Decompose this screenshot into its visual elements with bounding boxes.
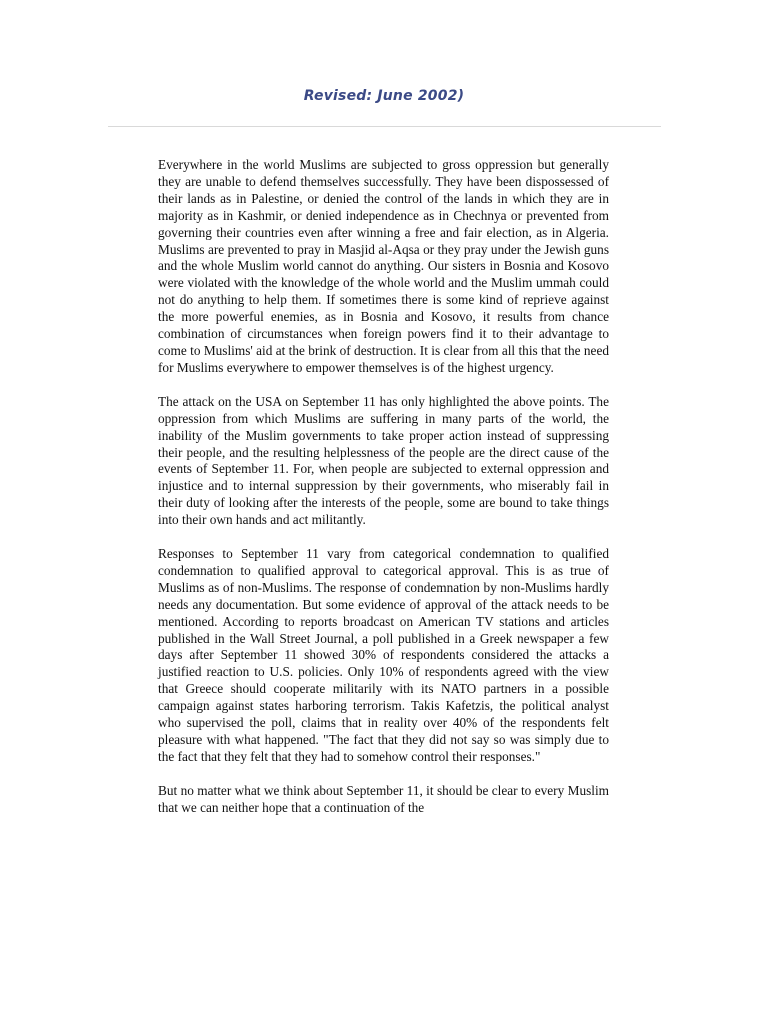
- article-body: [158, 157, 609, 834]
- paragraph: But no matter what we think about September 11, it should be clear to every Muslim that we can neither hope that a continuation of the: [158, 782, 609, 815]
- paragraph: Responses to September 11 vary from categorical condemnation to qualified condemnation to qualified approval to categorical approval. This is as true of Muslims as of non-Muslims. The response of condemnation by non-Muslims hardly needs any documentation. But some evidence of approval of the attack needs to be mentioned. According to reports broadcast on American TV stations and articles published in the Wall Street Journal, a poll published in a Greek newspaper a few days after September 11 showed 30% of respondents considered the attacks a justified reaction to U.S. policies. Only 10% of respondents agreed with the view that Greece should cooperate militarily with its NATO partners in a possible campaign against states harboring terrorism. Takis Kafetzis, the political analyst who supervised the poll, claims that in reality over 40% of the respondents felt pleasure with what happened. "The fact that they did not say so was simply due to the fact that they felt that they had to somehow control their responses.": [158, 546, 609, 764]
- paragraph: Everywhere in the world Muslims are subjected to gross oppression but generally they are unable to defend themselves successfully. They have been dispossessed of their lands as in Palestine, or denied the control of the lands in which they are in majority as in Kashmir, or denied independence as in Chechnya or prevented from governing their countries even after winning a free and fair election, as in Algeria. Muslims are prevented to pray in Masjid al-Aqsa or they pray under the Jewish guns and the whole Muslim world cannot do anything. Our sisters in Bosnia and Kosovo were violated with the knowledge of the whole world and the Muslim ummah could not do anything to help them. If sometimes there is some kind of reprieve against the more powerful enemies, as in Bosnia and Kosovo, it results from chance combination of circumstances when foreign powers find it to their advantage to come to Muslims' aid at the brink of destruction. It is clear from all this that the need for Muslims everywhere to empower themselves is of the highest urgency.: [158, 157, 609, 375]
- paragraph: The attack on the USA on September 11 has only highlighted the above points. The oppression from which Muslims are suffering in many parts of the world, the inability of the Muslim governments to take proper action instead of suppressing their people, and the resulting helplessness of the people are the direct cause of the events of September 11. For, when people are subjected to external oppression and injustice and to internal suppression by their governments, who miserably fail in their duty of looking after the interests of the people, some are bound to take things into their own hands and act militantly.: [158, 393, 609, 528]
- revision-note: Revised: June 2002): [303, 88, 465, 104]
- horizontal-divider: [108, 126, 661, 127]
